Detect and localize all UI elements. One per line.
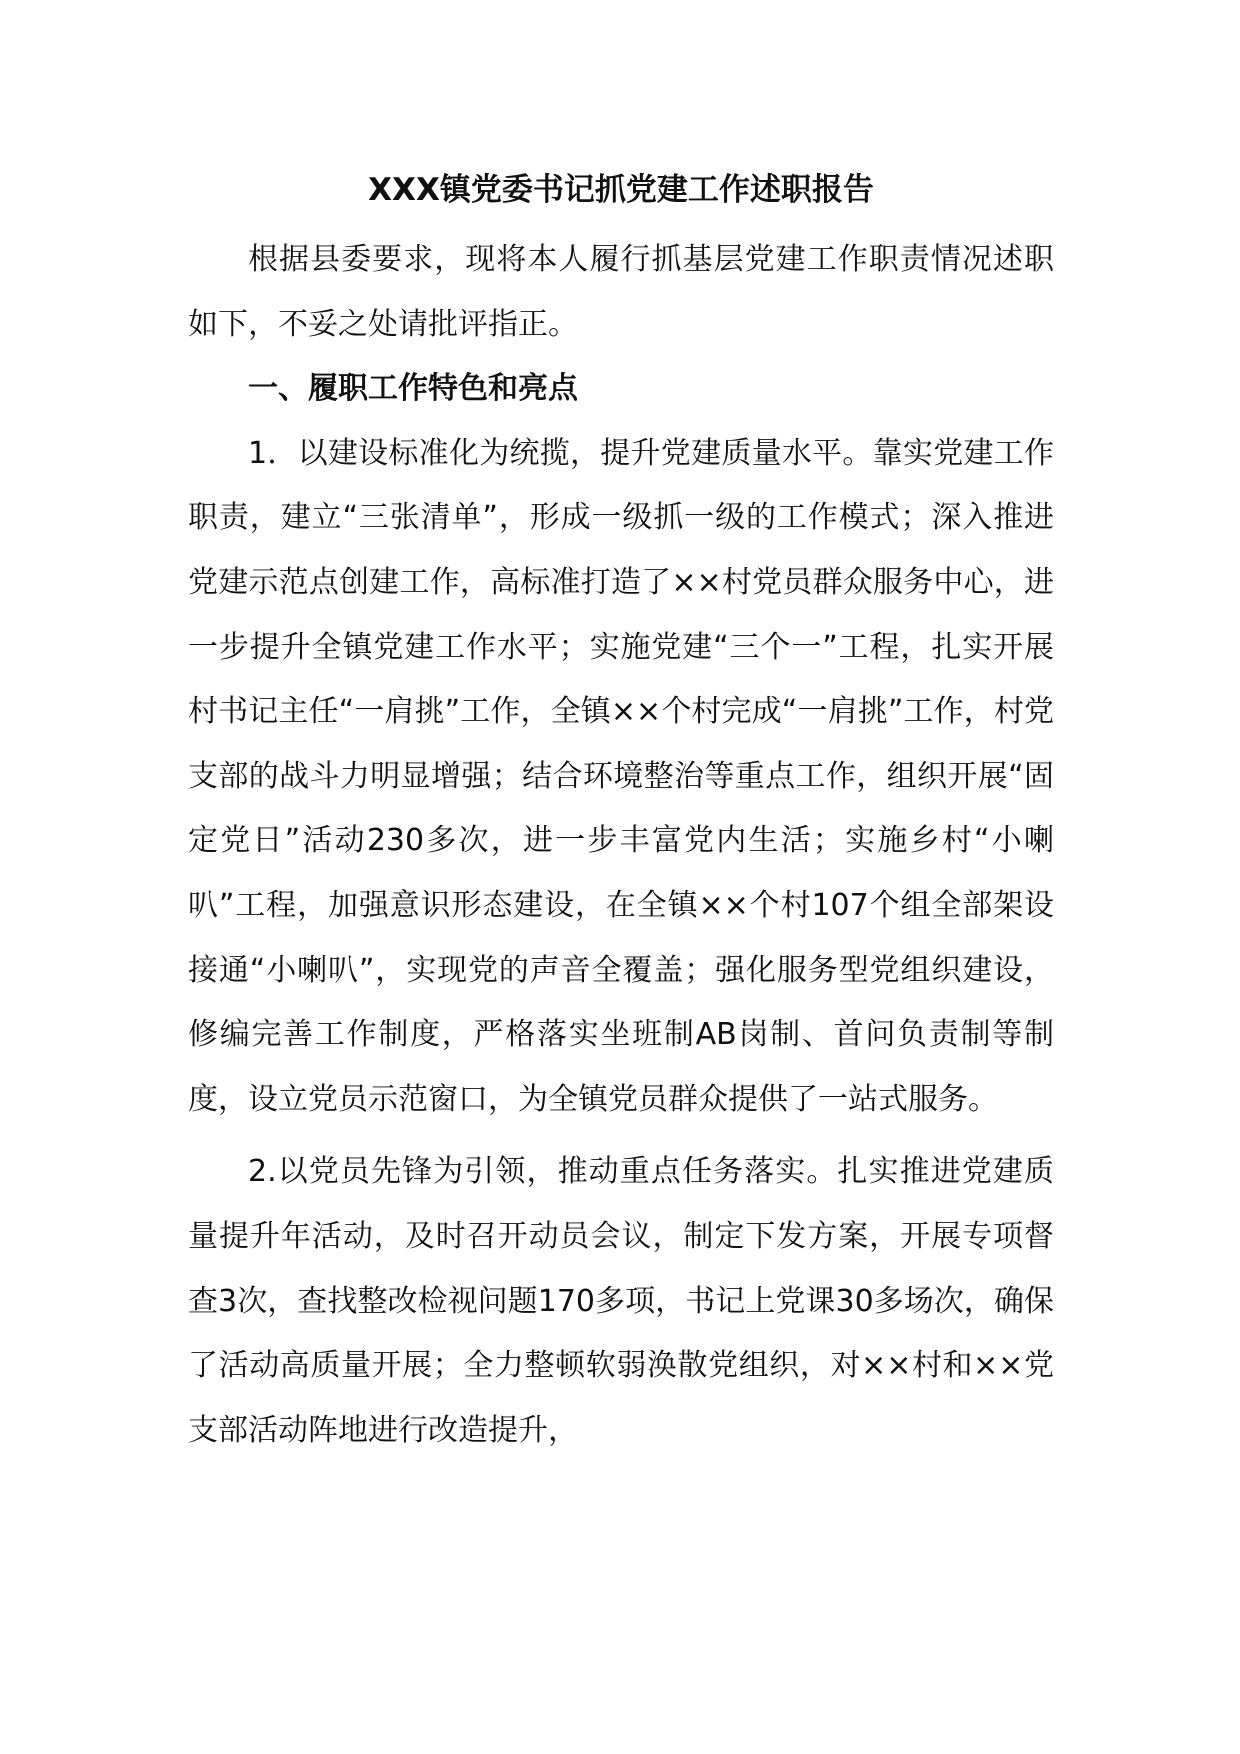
point-2-paragraph: 2.以党员先锋为引领，推动重点任务落实。扎实推进党建质量提升年活动，及时召开动员会议，制定下发方案，开展专项督查3次，查找整改检视问题170多项，书记上党课30多场次，确保了活动高质量开展；全力整顿软弱涣散党组织，对××村和××党支部活动阵地进行改造提升， bbox=[188, 1154, 1054, 1448]
section-heading: 一、履职工作特色和亮点 bbox=[248, 371, 578, 407]
document-title: XXX镇党委书记抓党建工作述职报告 bbox=[368, 172, 874, 208]
document-page bbox=[188, 168, 1054, 1463]
point-1-paragraph: 1．以建设标准化为统揽，提升党建质量水平。靠实党建工作职责，建立“三张清单”，形成一级抓一级的工作模式；深入推进党建示范点创建工作，高标准打造了××村党员群众服务中心，进一步提升全镇党建工作水平；实施党建“三个一”工程，扎实开展村书记主任“一肩挑”工作，全镇××个村完成“一肩挑”工作，村党支部的战斗力明显增强；结合环境整治等重点工作，组织开展“固定党日”活动230多次，进一步丰富党内生活；实施乡村“小喇叭”工程，加强意识形态建设，在全镇××个村107个组全部架设接通“小喇叭”，实现党的声音全覆盖；强化服务型党组织建设，修编完善工作制度，严格落实坐班制AB岗制、首问负责制等制度，设立党员示范窗口，为全镇党员群众提供了一站式服务。 bbox=[188, 435, 1054, 1117]
intro-paragraph: 根据县委要求，现将本人履行抓基层党建工作职责情况述职如下，不妥之处请批评指正。 bbox=[188, 242, 1054, 342]
